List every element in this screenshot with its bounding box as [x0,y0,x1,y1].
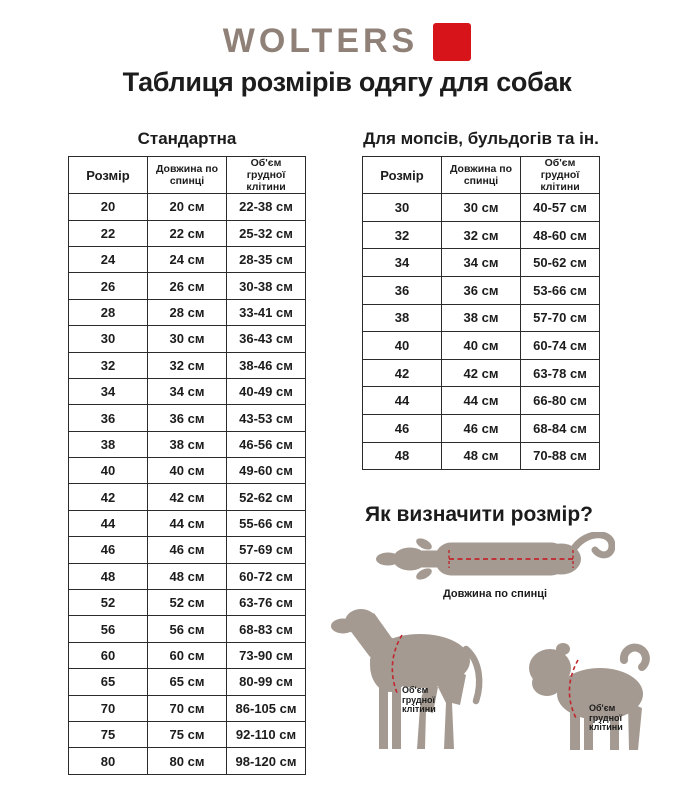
table-cell: 52-62 см [227,484,306,510]
table-cell: 48 [363,442,442,470]
table-cell: 40 см [148,458,227,484]
table-cell: 75 [69,722,148,748]
header-row [363,157,600,194]
table-cell: 38 см [442,304,521,332]
table-row [69,299,306,325]
table-cell: 60-74 см [521,332,600,360]
table-cell: 66-80 см [521,387,600,415]
table-cell: 33-41 см [227,299,306,325]
table-cell: 53-66 см [521,276,600,304]
table-row [69,563,306,589]
dog-top-view-icon [375,532,615,586]
table-cell: 44 см [442,387,521,415]
table-cell: 40 [363,332,442,360]
table-cell: 44 [69,510,148,536]
table-cell: 55-66 см [227,510,306,536]
table-cell: 60 [69,642,148,668]
table-cell: 68-83 см [227,616,306,642]
table-row [69,273,306,299]
table-row [69,484,306,510]
table-cell: 36 [69,405,148,431]
pug-size-table [362,156,600,470]
col-header-chest-girth: Об'єм грудної клітини [521,157,600,194]
table-cell: 40-57 см [521,194,600,222]
bulldog-side-view-icon [520,636,670,754]
brand-red-square-icon [433,23,471,61]
table-cell: 80 [69,748,148,774]
table-cell: 52 см [148,590,227,616]
table-row [363,332,600,360]
table-row [69,669,306,695]
table-cell: 75 см [148,722,227,748]
table-row [69,378,306,404]
pug-table-body [363,194,600,470]
table-cell: 30-38 см [227,273,306,299]
col-header-size: Розмір [363,157,442,194]
table-cell: 20 см [148,194,227,220]
table-cell: 38 [69,431,148,457]
table-cell: 40-49 см [227,378,306,404]
table-cell: 48 см [148,563,227,589]
table-cell: 28-35 см [227,246,306,272]
table-cell: 46 см [442,414,521,442]
table-cell: 22-38 см [227,194,306,220]
table-row [69,590,306,616]
table-cell: 42 см [442,359,521,387]
table-row [69,246,306,272]
table-cell: 44 [363,387,442,415]
table-cell: 34 [363,249,442,277]
table-cell: 46 [363,414,442,442]
table-cell: 86-105 см [227,695,306,721]
table-cell: 36 [363,276,442,304]
table-cell: 38-46 см [227,352,306,378]
table-cell: 46 см [148,537,227,563]
table-cell: 34 [69,378,148,404]
table-cell: 34 см [148,378,227,404]
table-row [69,616,306,642]
table-row [363,276,600,304]
table-cell: 46 [69,537,148,563]
table-cell: 60 см [148,642,227,668]
table-cell: 28 см [148,299,227,325]
table-cell: 28 [69,299,148,325]
table-row [69,431,306,457]
header-row [69,157,306,194]
table-row [69,405,306,431]
col-header-size: Розмір [69,157,148,194]
table-cell: 38 см [148,431,227,457]
standard-table-title: Стандартна [137,129,237,148]
table-cell: 63-76 см [227,590,306,616]
standard-table-body [69,194,306,775]
table-row [363,387,600,415]
table-row [363,249,600,277]
table-cell: 32 см [442,221,521,249]
table-cell: 42 см [148,484,227,510]
table-cell: 98-120 см [227,748,306,774]
table-cell: 22 [69,220,148,246]
table-cell: 30 [69,326,148,352]
table-cell: 60-72 см [227,563,306,589]
table-row [69,352,306,378]
table-cell: 30 см [442,194,521,222]
table-cell: 73-90 см [227,642,306,668]
table-cell: 57-69 см [227,537,306,563]
table-row [69,642,306,668]
table-cell: 20 [69,194,148,220]
table-cell: 49-60 см [227,458,306,484]
table-cell: 34 см [442,249,521,277]
table-cell: 26 [69,273,148,299]
standard-size-table [68,156,306,775]
table-cell: 63-78 см [521,359,600,387]
table-cell: 32 см [148,352,227,378]
size-guide-heading: Як визначити розмір? [365,503,593,526]
table-cell: 48-60 см [521,221,600,249]
table-cell: 40 [69,458,148,484]
table-row [363,221,600,249]
table-cell: 36-43 см [227,326,306,352]
table-cell: 80 см [148,748,227,774]
table-cell: 65 [69,669,148,695]
table-row [69,695,306,721]
table-cell: 36 см [148,405,227,431]
table-cell: 32 [363,221,442,249]
table-cell: 24 см [148,246,227,272]
table-row [363,194,600,222]
table-row [69,510,306,536]
table-row [69,220,306,246]
table-cell: 46-56 см [227,431,306,457]
table-cell: 52 [69,590,148,616]
table-row [69,326,306,352]
table-row [69,748,306,774]
chest-girth-label: Об'єм грудної клітини [402,685,436,715]
col-header-back-length: Довжина по спинці [442,157,521,194]
back-length-label: Довжина по спинці [442,588,548,600]
table-row [363,359,600,387]
table-row [363,304,600,332]
table-cell: 40 см [442,332,521,360]
table-row [363,442,600,470]
table-cell: 48 [69,563,148,589]
table-cell: 26 см [148,273,227,299]
table-row [69,537,306,563]
table-cell: 92-110 см [227,722,306,748]
table-cell: 30 см [148,326,227,352]
table-cell: 65 см [148,669,227,695]
table-cell: 57-70 см [521,304,600,332]
table-row [363,414,600,442]
standard-table-section [68,129,306,775]
table-cell: 48 см [442,442,521,470]
brand-logo [0,22,694,61]
table-cell: 42 [69,484,148,510]
table-cell: 56 см [148,616,227,642]
table-cell: 38 [363,304,442,332]
table-cell: 36 см [442,276,521,304]
table-cell: 70 см [148,695,227,721]
table-row [69,722,306,748]
table-cell: 70 [69,695,148,721]
col-header-back-length: Довжина по спинці [148,157,227,194]
table-cell: 30 [363,194,442,222]
page-title: Таблиця розмірів одягу для собак [122,67,572,97]
table-cell: 70-88 см [521,442,600,470]
table-cell: 32 [69,352,148,378]
brand-wordmark: WOLTERS [222,22,419,60]
dog-side-view-icon [330,601,490,759]
table-cell: 80-99 см [227,669,306,695]
table-cell: 42 [363,359,442,387]
table-cell: 44 см [148,510,227,536]
pug-table-title: Для мопсів, бульдогів та ін. [363,129,599,148]
table-row [69,458,306,484]
col-header-chest-girth: Об'єм грудної клітини [227,157,306,194]
table-cell: 43-53 см [227,405,306,431]
table-cell: 24 [69,246,148,272]
chest-girth-label: Об'єм грудної клітини [589,703,623,733]
table-cell: 50-62 см [521,249,600,277]
table-cell: 25-32 см [227,220,306,246]
table-cell: 56 [69,616,148,642]
pug-table-section [362,129,600,470]
table-row [69,194,306,220]
table-cell: 68-84 см [521,414,600,442]
table-cell: 22 см [148,220,227,246]
